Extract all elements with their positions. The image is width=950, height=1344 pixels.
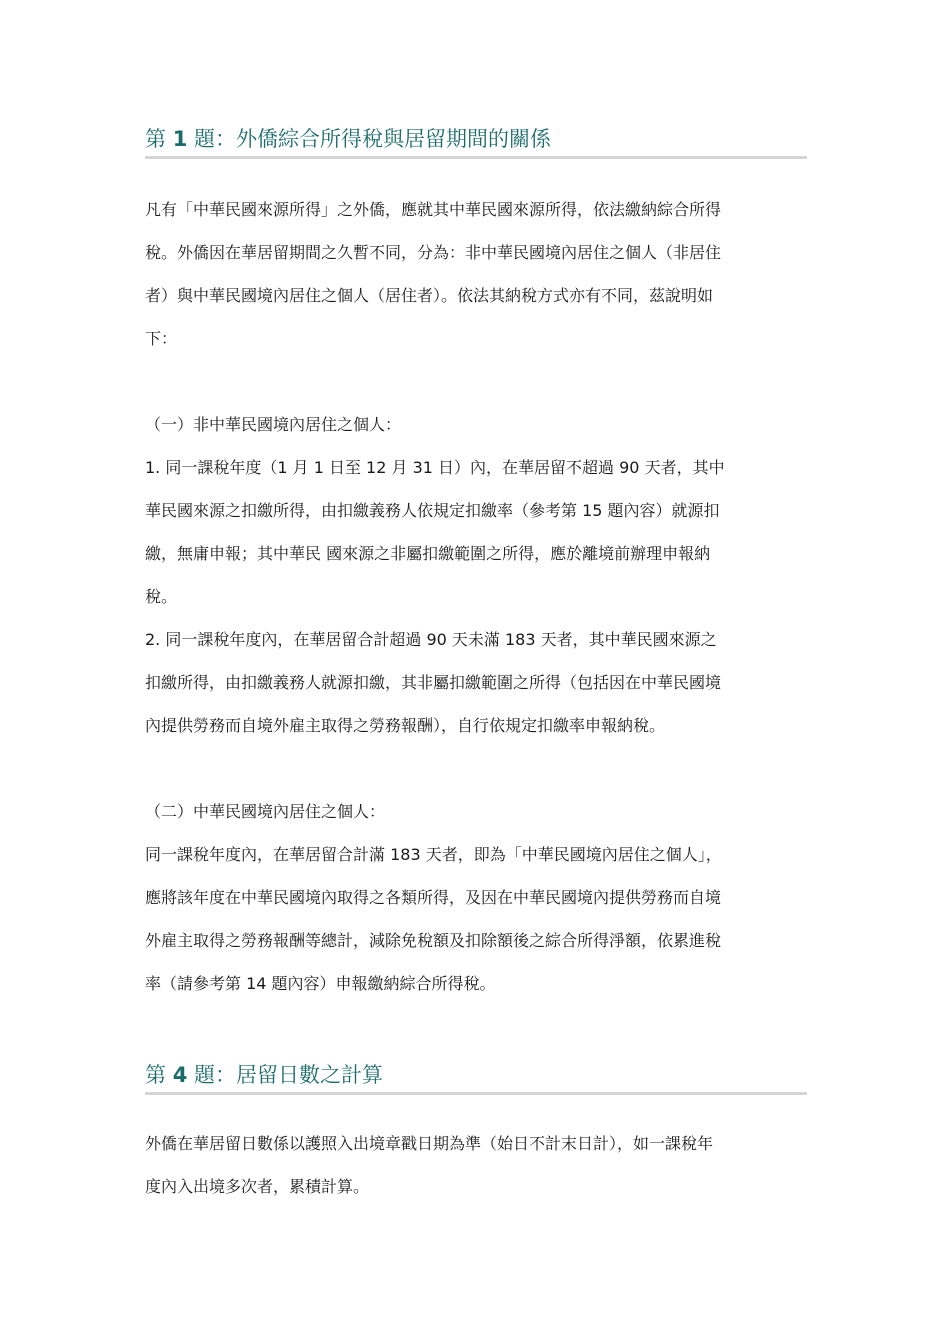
- question-number: 4: [172, 1063, 188, 1087]
- title-text: 題：外僑綜合所得稅與居留期間的關係: [194, 127, 551, 151]
- text-line: 應將該年度在中華民國境內取得之各類所得，及因在中華民國境內提供勞務而自境: [145, 888, 722, 907]
- text-line: 扣繳所得，由扣繳義務人就源扣繳，其非屬扣繳範圍之所得（包括因在中華民國境: [145, 673, 722, 692]
- subsection-heading-resident: [145, 790, 807, 833]
- section-title-4: [145, 1060, 807, 1095]
- nonresident-item-1: [145, 446, 807, 618]
- title-text: 題：居留日數之計算: [194, 1063, 383, 1087]
- text-line: 稅。外僑因在華居留期間之久暫不同，分為：非中華民國境內居住之個人（非居住: [145, 243, 722, 262]
- title-prefix: 第: [145, 127, 166, 151]
- text-line: 1. 同一課稅年度（1 月 1 日至 12 月 31 日）內，在華居留不超過 90 天者，其中: [145, 458, 725, 477]
- nonresident-item-2: [145, 618, 807, 747]
- text-line: 同一課稅年度內，在華居留合計滿 183 天者，即為「中華民國境內居住之個人」，: [145, 845, 722, 864]
- section-title-1: [145, 124, 807, 159]
- residence-days-paragraph: [145, 1122, 807, 1208]
- text-line: 外雇主取得之勞務報酬等總計，減除免稅額及扣除額後之綜合所得淨額，依累進稅: [145, 931, 722, 950]
- subsection-heading-nonresident: [145, 403, 807, 446]
- question-number: 1: [172, 127, 188, 151]
- text-line: （一）非中華民國境內居住之個人：: [145, 415, 402, 434]
- title-prefix: 第: [145, 1063, 166, 1087]
- text-line: 稅。: [145, 587, 178, 606]
- text-line: 度內入出境多次者，累積計算。: [145, 1177, 370, 1196]
- text-line: 繳，無庸申報；其中華民 國來源之非屬扣繳範圍之所得，應於離境前辦理申報納: [145, 544, 711, 563]
- text-line: 凡有「中華民國來源所得」之外僑，應就其中華民國來源所得，依法繳納綜合所得: [145, 200, 722, 219]
- text-line: 者）與中華民國境內居住之個人（居住者）。依法其納稅方式亦有不同，茲說明如: [145, 286, 714, 305]
- text-line: （二）中華民國境內居住之個人：: [145, 802, 386, 821]
- resident-paragraph: [145, 833, 807, 1005]
- text-line: 外僑在華居留日數係以護照入出境章戳日期為準（始日不計末日計），如一課稅年: [145, 1134, 714, 1153]
- intro-paragraph: [145, 188, 807, 360]
- text-line: 華民國來源之扣繳所得，由扣繳義務人依規定扣繳率（參考第 15 題內容）就源扣: [145, 501, 720, 520]
- text-line: 內提供勞務而自境外雇主取得之勞務報酬），自行依規定扣繳率申報納稅。: [145, 716, 666, 735]
- text-line: 下：: [145, 329, 178, 348]
- text-line: 率（請參考第 14 題內容）申報繳納綜合所得稅。: [145, 974, 496, 993]
- text-line: 2. 同一課稅年度內，在華居留合計超過 90 天未滿 183 天者，其中華民國來源之: [145, 630, 717, 649]
